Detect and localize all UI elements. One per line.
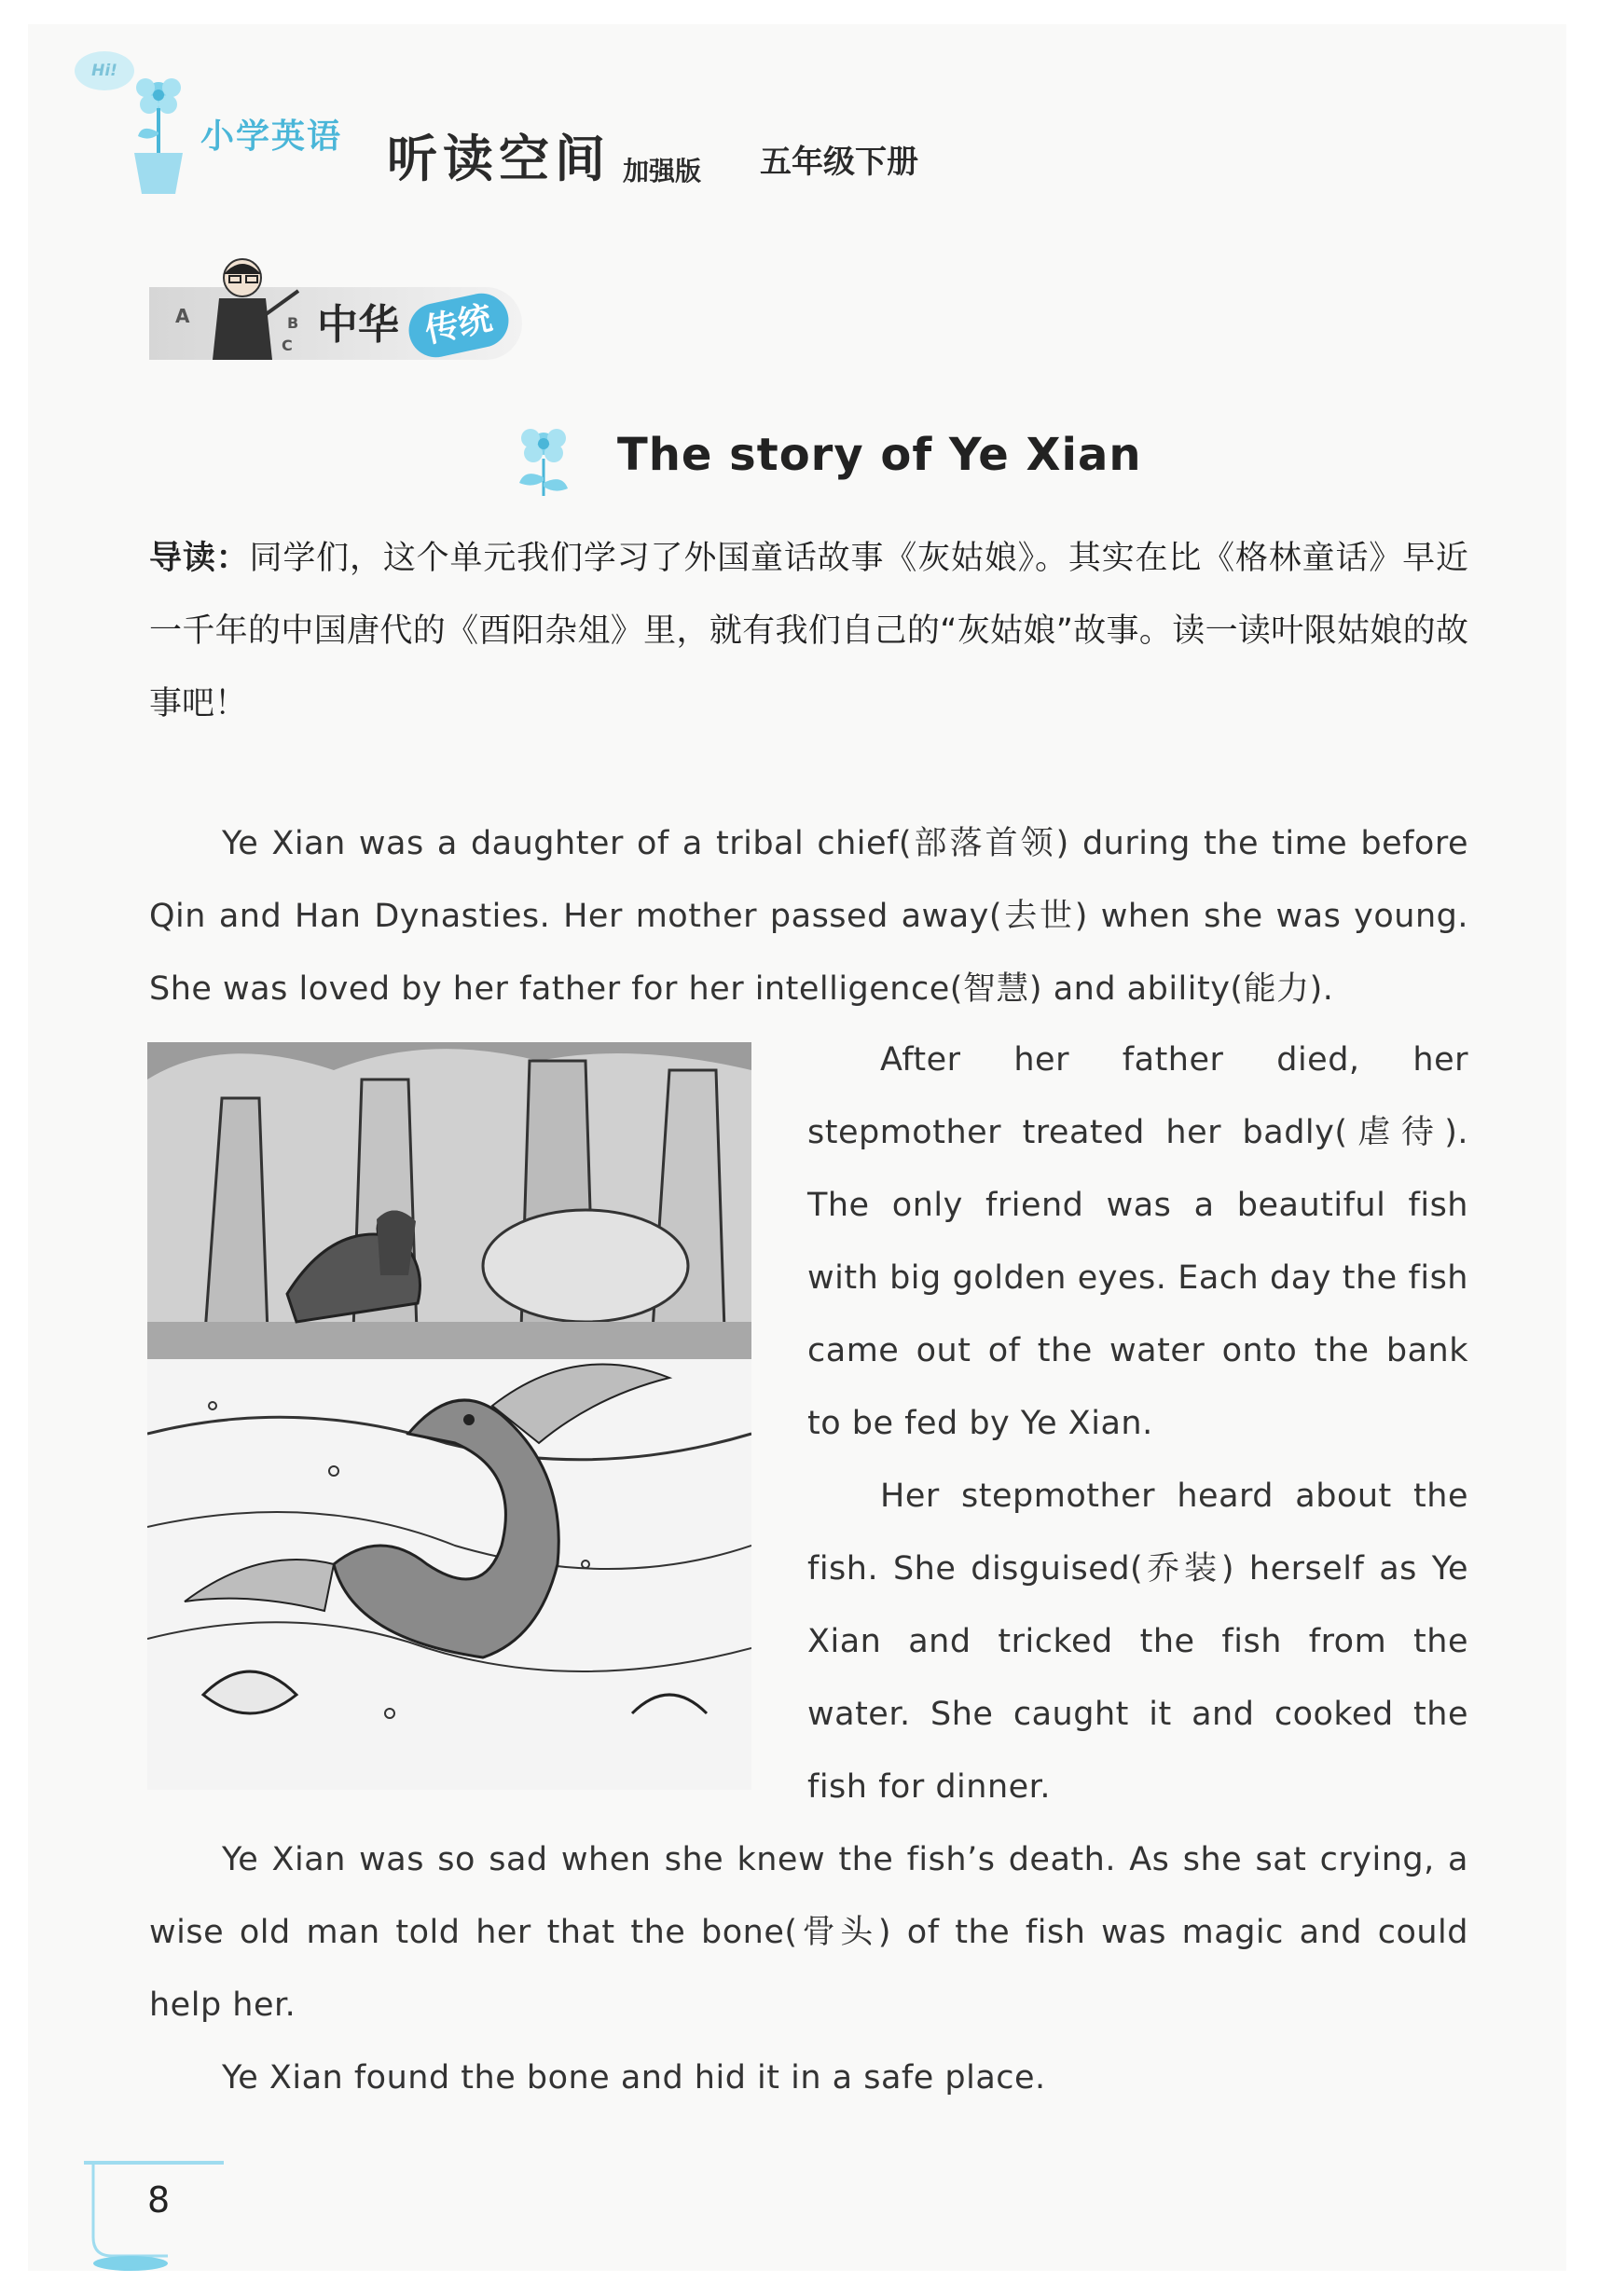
book-grade: 五年级下册 [760, 144, 918, 181]
svg-text:C: C [282, 337, 293, 354]
intro-label: 导读： [149, 540, 250, 577]
book-edition: 加强版 [623, 156, 702, 186]
svg-text:B: B [287, 314, 299, 332]
section-label-tag: 传统 [404, 288, 514, 362]
page-number: 8 [147, 2179, 171, 2220]
hi-bubble-icon: Hi! [75, 51, 134, 90]
flower-icon [508, 421, 579, 498]
book-title: 听读空间 [387, 130, 611, 188]
story-title: The story of Ye Xian [617, 429, 1142, 481]
story-paragraph: After her father died, her stepmother treated her badly(虐待). The only friend was a beautiful fish with big golden eyes. Each day the fish came out of the water onto the bank to be fed by Ye Xian. [807, 1041, 1468, 1442]
story-paragraph: Her stepmother heard about the fish. She disguised(乔装) herself as Ye Xian and tricked the fish from the water. She caught it and cooked the fish for dinner. [807, 1478, 1468, 1806]
story-paragraph: Ye Xian was so sad when she knew the fish’s death. As she sat crying, a wise old man told her that the bone(骨头) of the fish was magic and could help her. [149, 1841, 1468, 2024]
story-paragraph: Ye Xian was a daughter of a tribal chief(部落首领) during the time before Qin and Han Dynasties. Her mother passed away(去世) when she was young. She was loved by her father for her intelligence(智慧) and ability(能力). [149, 825, 1468, 1008]
intro-text: 同学们，这个单元我们学习了外国童话故事《灰姑娘》。其实在比《格林童话》早近一千年的中国唐代的《酉阳杂俎》里，就有我们自己的“灰姑娘”故事。读一读叶限姑娘的故事吧！ [149, 540, 1468, 722]
ye-xian-feeding-fish-illustration [147, 1042, 751, 1790]
story-paragraph: Ye Xian found the bone and hid it in a safe place. [222, 2059, 1046, 2097]
section-label-main: 中华 [317, 301, 399, 349]
section-banner [149, 250, 541, 366]
series-label: 小学英语 [200, 117, 343, 156]
teacher-character-icon [168, 250, 308, 366]
svg-text:A: A [175, 305, 190, 327]
potted-flower-icon [121, 67, 196, 198]
intro-paragraph [149, 522, 1468, 740]
